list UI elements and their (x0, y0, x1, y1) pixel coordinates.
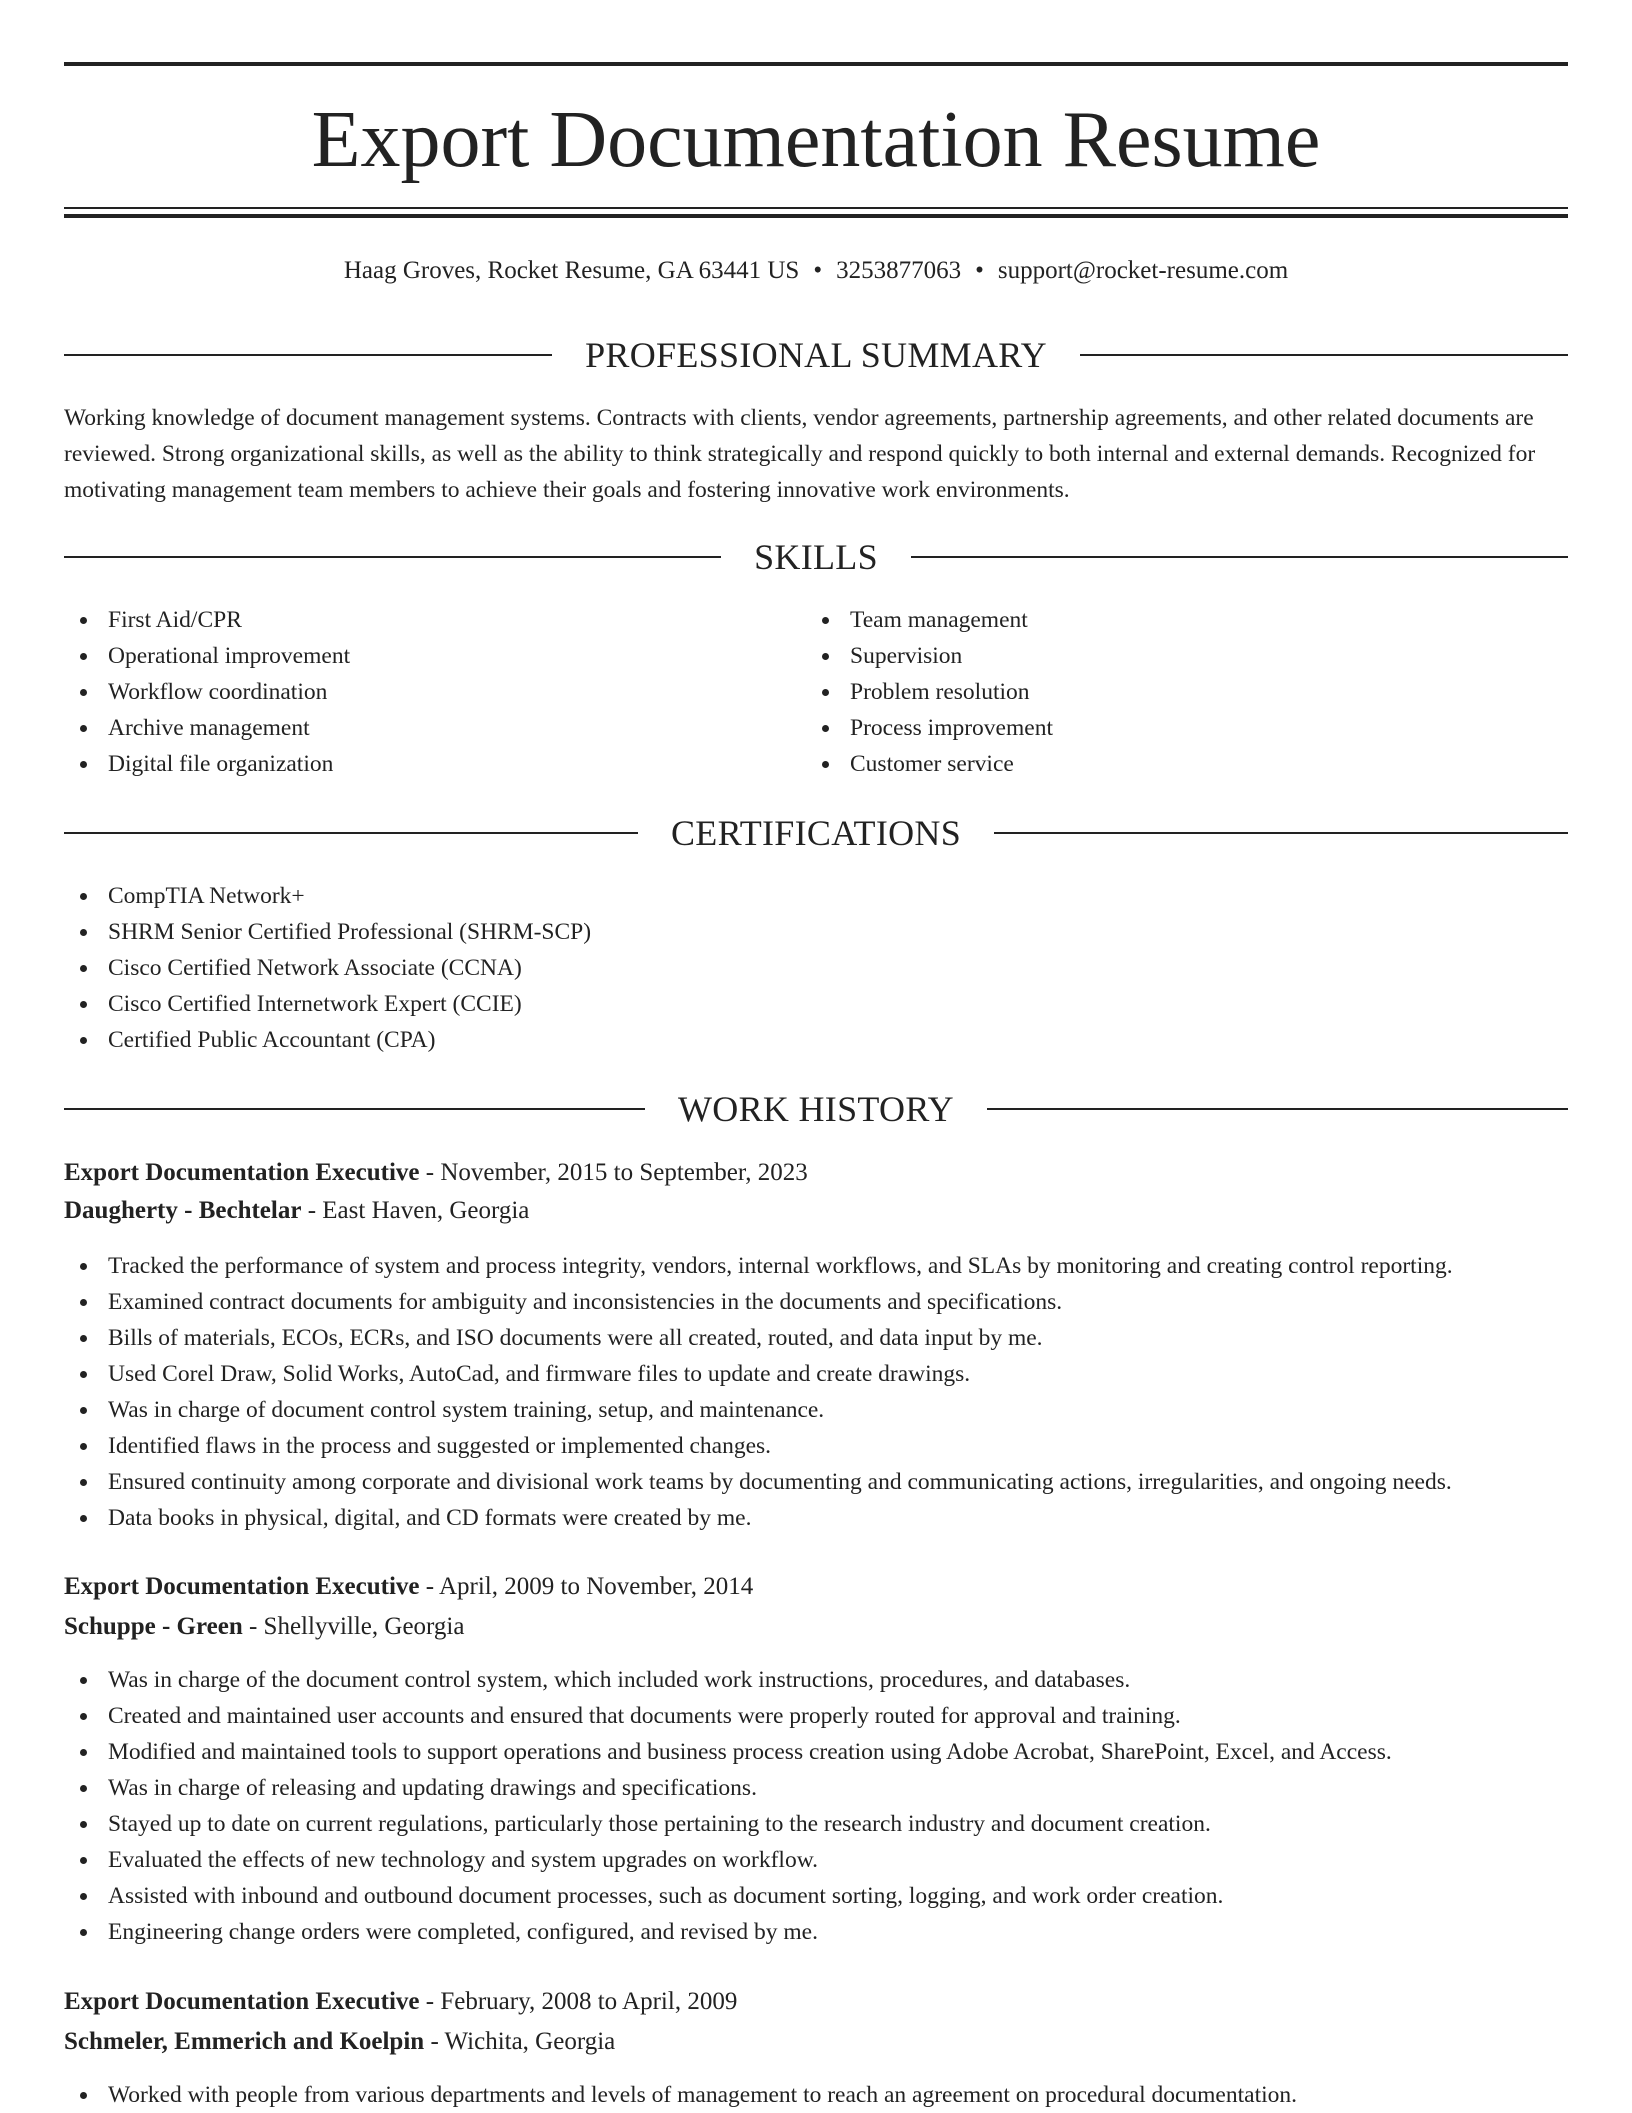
section-heading-label: PROFESSIONAL SUMMARY (585, 335, 1047, 375)
section-heading-label: CERTIFICATIONS (670, 813, 962, 853)
title-rule-upper (64, 207, 1568, 209)
list-item: Was in charge of the document control system, which included work instructions, procedures, and databases. (64, 1662, 1392, 1698)
heading-rule (994, 832, 1568, 834)
job-location: - Wichita, Georgia (424, 2028, 616, 2055)
summary-text: Working knowledge of document management systems. Contracts with clients, vendor agreements, partnership agreements, and other related documents are reviewed. Strong organizational skills, as well as the ability to think strategically and respond quickly to both internal and external demands. Recognized for motivating management team members to achieve their goals and fostering innovative work environments. (64, 405, 1536, 503)
job-title-line (64, 1569, 1568, 1605)
job-bullets (64, 1662, 1392, 1950)
list-item: Operational improvement (64, 638, 350, 674)
list-item: Archive management (64, 710, 350, 746)
list-item: Cisco Certified Network Associate (CCNA) (64, 950, 591, 986)
job-title-line (64, 1984, 1568, 2020)
list-item: Stayed up to date on current regulations, particularly those pertaining to the research industry and document creation. (64, 1806, 1392, 1842)
job-company: Schmeler, Emmerich and Koelpin (64, 2028, 425, 2055)
section-heading-summary (64, 333, 1568, 377)
list-item: Bills of materials, ECOs, ECRs, and ISO documents were all created, routed, and data input by me. (64, 1320, 1453, 1356)
list-item: Was in charge of releasing and updating drawings and specifications. (64, 1770, 1392, 1806)
list-item: Ensured continuity among corporate and divisional work teams by documenting and communicating actions, irregularities, and ongoing needs. (64, 1464, 1453, 1500)
section-heading-certifications (64, 811, 1568, 855)
job-company-line (64, 1193, 1568, 1229)
list-item: Digital file organization (64, 746, 350, 782)
job-location: - Shellyville, Georgia (242, 1613, 465, 1640)
section-heading-skills (64, 535, 1568, 579)
job-dates: - April, 2009 to November, 2014 (419, 1573, 754, 1600)
list-item: First Aid/CPR (64, 602, 350, 638)
top-rule (64, 62, 1568, 66)
job-bullets (64, 2077, 1297, 2113)
job-company: Daugherty - Bechtelar (64, 1197, 302, 1224)
job-company-line (64, 1609, 1568, 1645)
list-item: Used Corel Draw, Solid Works, AutoCad, and firmware files to update and create drawings. (64, 1356, 1453, 1392)
skills-list-right (806, 602, 1053, 782)
list-item: Modified and maintained tools to support operations and business process creation using Adobe Acrobat, SharePoint, Excel, and Access. (64, 1734, 1392, 1770)
job-title: Export Documentation Executive (64, 1159, 420, 1186)
list-item: SHRM Senior Certified Professional (SHRM-SCP) (64, 914, 591, 950)
list-item: Data books in physical, digital, and CD formats were created by me. (64, 1500, 1453, 1536)
section-heading-label: SKILLS (754, 537, 878, 577)
job-title: Export Documentation Executive (64, 1573, 420, 1600)
job-company-line (64, 2024, 1568, 2060)
list-item: Customer service (806, 746, 1053, 782)
heading-rule (64, 832, 638, 834)
job-dates: - February, 2008 to April, 2009 (419, 1988, 738, 2015)
list-item: Engineering change orders were completed, configured, and revised by me. (64, 1914, 1392, 1950)
list-item: Cisco Certified Internetwork Expert (CCIE) (64, 986, 591, 1022)
job-company: Schuppe - Green (64, 1613, 243, 1640)
job-bullets (64, 1248, 1453, 1536)
job-location: - East Haven, Georgia (301, 1197, 530, 1224)
contact-separator: • (813, 257, 823, 284)
list-item: Examined contract documents for ambiguity and inconsistencies in the documents and specifications. (64, 1284, 1453, 1320)
list-item: Supervision (806, 638, 1053, 674)
contact-line (64, 254, 1568, 288)
title-rule-lower (64, 214, 1568, 218)
section-heading-label: WORK HISTORY (678, 1089, 954, 1129)
job-title-line (64, 1155, 1568, 1191)
contact-email: support@rocket-resume.com (997, 257, 1289, 284)
heading-rule (64, 556, 721, 558)
list-item: Process improvement (806, 710, 1053, 746)
page-title: Export Documentation Resume (311, 96, 1321, 184)
list-item: Identified flaws in the process and suggested or implemented changes. (64, 1428, 1453, 1464)
job-dates: - November, 2015 to September, 2023 (419, 1159, 808, 1186)
heading-rule (911, 556, 1568, 558)
certifications-list (64, 878, 591, 1058)
list-item: Problem resolution (806, 674, 1053, 710)
heading-rule (987, 1108, 1568, 1110)
list-item: CompTIA Network+ (64, 878, 591, 914)
list-item: Assisted with inbound and outbound document processes, such as document sorting, logging, and work order creation. (64, 1878, 1392, 1914)
list-item: Evaluated the effects of new technology and system upgrades on workflow. (64, 1842, 1392, 1878)
list-item: Worked with people from various departments and levels of management to reach an agreement on procedural documentation. (64, 2077, 1297, 2113)
section-heading-work-history (64, 1087, 1568, 1131)
job-title: Export Documentation Executive (64, 1988, 420, 2015)
skills-list-left (64, 602, 350, 782)
contact-separator: • (975, 257, 984, 284)
list-item: Workflow coordination (64, 674, 350, 710)
heading-rule (1080, 354, 1568, 356)
heading-rule (64, 354, 552, 356)
list-item: Was in charge of document control system training, setup, and maintenance. (64, 1392, 1453, 1428)
contact-address: Haag Groves, Rocket Resume, GA 63441 US (343, 257, 800, 284)
list-item: Created and maintained user accounts and ensured that documents were properly routed for approval and training. (64, 1698, 1392, 1734)
list-item: Certified Public Accountant (CPA) (64, 1022, 591, 1058)
heading-rule (64, 1108, 645, 1110)
list-item: Team management (806, 602, 1053, 638)
contact-phone: 3253877063 (836, 257, 962, 284)
list-item: Tracked the performance of system and process integrity, vendors, internal workflows, and SLAs by monitoring and creating control reporting. (64, 1248, 1453, 1284)
